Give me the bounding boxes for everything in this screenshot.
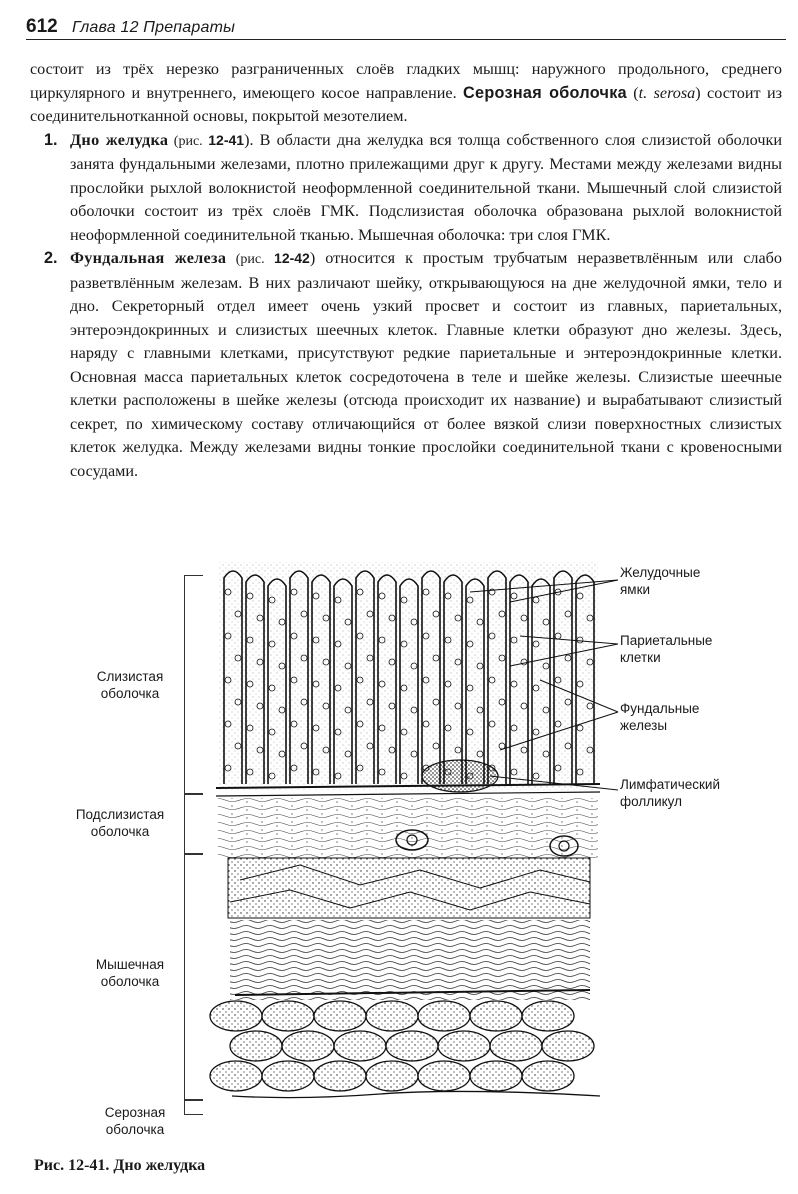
submucosa-label: Подслизистая оболочка <box>75 807 165 839</box>
item-term: Фундальная железа <box>70 249 227 267</box>
figure-fundus <box>0 540 798 1160</box>
caption-label: Рис. 12-41. <box>34 1157 110 1174</box>
mucosa-label: Слизистая оболочка <box>96 669 164 701</box>
intro-text: состоит из трёх нерезко разграниченных слоёв гладких мышц: наружного продольного, среднего циркулярного и внутреннего, имеющего косое направление. <box>30 60 782 102</box>
item-text: В области дна желудка вся толща собственного слоя слизистой оболочки занята фундальными железами, плотно прилежащими друг к другу. Местами между железами видны прослойки рыхлой волокнистой неоформленной соединительной ткани. Мышечный слой слизистой оболочки состоит из трёх слоёв ГМК. Подслизистая оболочка образована рыхлой волокнистой неоформленной соединительной тканью. Мышечная оболочка: три слоя ГМК. <box>70 130 782 244</box>
intro-text-end: ) состоит из соединительнотканной основы, покрытой мезотелием. <box>30 83 783 125</box>
body-text <box>30 58 782 483</box>
chapter-title: Глава 12 Препараты <box>72 19 236 36</box>
annotation-pits: Желудочные ямки <box>620 565 701 597</box>
intro-paren: ( <box>626 83 639 102</box>
figure-ref-open: (рис. <box>226 252 275 267</box>
figure-ref-link[interactable]: 12-42 <box>274 250 310 266</box>
item-term: Дно желудка <box>70 130 169 149</box>
annotation-follicle: Лимфатический фолликул <box>620 777 721 809</box>
list-item-1 <box>30 129 782 248</box>
figure-caption <box>34 1157 205 1175</box>
leader-lines <box>0 540 798 1160</box>
page-number: 612 <box>26 16 58 37</box>
serosa-term: Серозная оболочка <box>463 83 627 102</box>
header-rule <box>26 39 786 40</box>
intro-paragraph <box>30 58 782 129</box>
annotation-glands: Фундальные железы <box>620 701 700 733</box>
figure-ref-open: (рис. <box>168 133 209 149</box>
serosa-label: Серозная оболочка <box>104 1105 166 1137</box>
annotation-parietal: Париетальные клетки <box>620 633 713 665</box>
figure-ref-link[interactable]: 12-41 <box>208 131 245 148</box>
list-item-2 <box>30 247 782 483</box>
caption-title: Дно желудка <box>109 1157 206 1174</box>
item-text: относится к простым трубчатым неразветвлённым или слабо разветвлённым железам. В них различают шейку, открывающуюся на дне желудочной ямки, тело и дно. Секреторный отдел имеет очень узкий просвет и состоит из главных, париетальных, энтероэндокринных и слизистых шеечных клеток. Главные клетки образуют дно железы. Здесь, наряду с главными клетками, присутствуют редкие париетальные и энтероэндокринные клетки. Основная масса париетальных клеток сосредоточена в теле и шейке железы. Слизистые шеечные клетки расположены в шейке железы (отсюда происходит их название) и вырабатывают слизистый секрет, по химическому составу отличающийся от более вязкой слизи поверхностных слизистых клеток желудка. Между железами видны тонкие прослойки соединительной ткани с кровеносными сосудами. <box>70 249 782 480</box>
list-number: 1. <box>44 130 58 149</box>
running-header <box>26 14 786 40</box>
list-number: 2. <box>44 249 58 267</box>
muscularis-label: Мышечная оболочка <box>95 957 165 989</box>
latin-term: t. serosa <box>638 83 696 102</box>
figure-ref-close: ) <box>309 249 316 267</box>
figure-ref-close: ). <box>244 130 254 149</box>
